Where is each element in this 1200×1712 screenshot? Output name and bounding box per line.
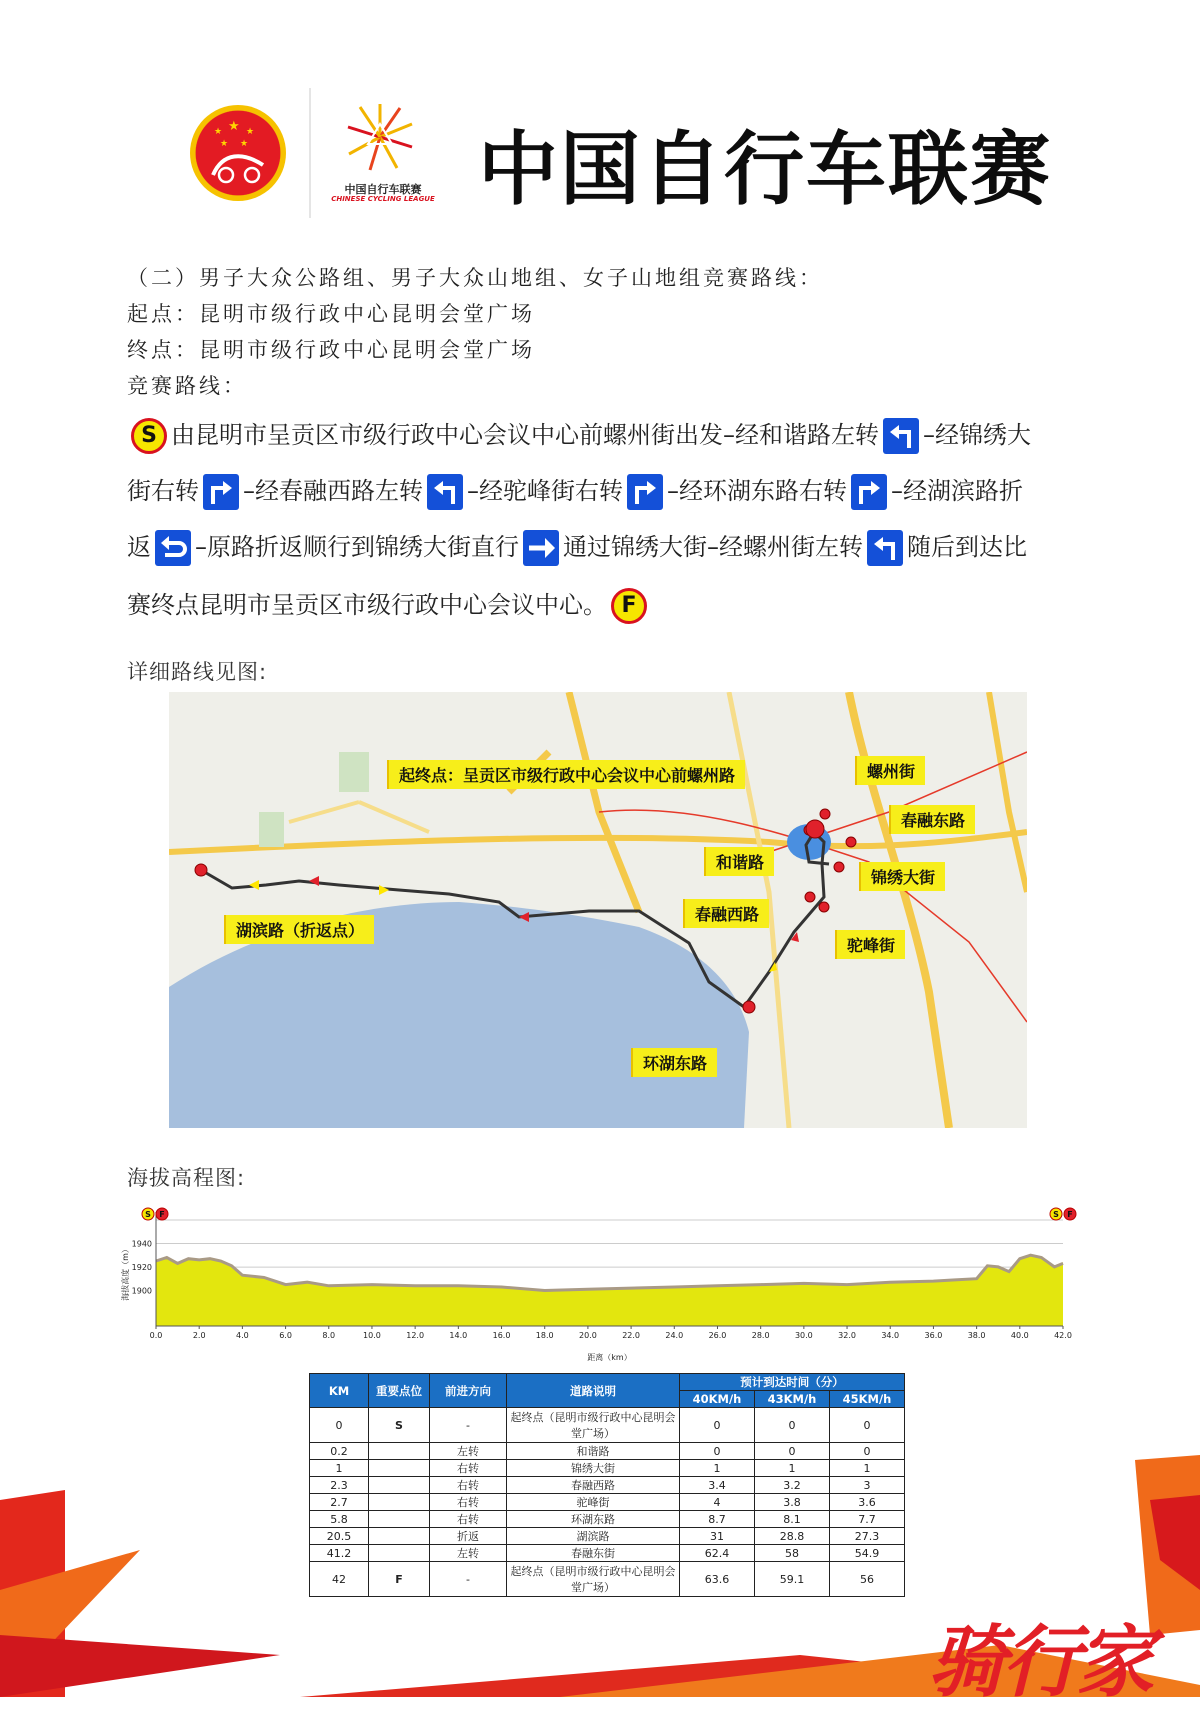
table-cell: 右转 bbox=[430, 1460, 507, 1477]
elevation-chart bbox=[118, 1200, 1086, 1370]
table-cell: 驼峰街 bbox=[507, 1494, 680, 1511]
table-cell: 0.2 bbox=[310, 1443, 369, 1460]
finish-badge-icon-text: F bbox=[159, 1210, 165, 1219]
table-cell bbox=[369, 1511, 430, 1528]
table-cell: 2.7 bbox=[310, 1494, 369, 1511]
table-cell: 左转 bbox=[430, 1545, 507, 1562]
ccl-logo-cn: 中国自行车联赛 bbox=[344, 183, 422, 196]
table-cell bbox=[369, 1494, 430, 1511]
table-cell: 0 bbox=[755, 1443, 830, 1460]
table-cell: 7.7 bbox=[830, 1511, 905, 1528]
table-cell: 右转 bbox=[430, 1511, 507, 1528]
map-label-jinxiu: 锦绣大街 bbox=[859, 862, 945, 891]
table-cell: 3 bbox=[830, 1477, 905, 1494]
start-badge-icon-text: S bbox=[145, 1210, 151, 1219]
col-speed-45: 45KM/h bbox=[830, 1391, 905, 1408]
table-cell: 58 bbox=[755, 1545, 830, 1562]
col-speed-40: 40KM/h bbox=[680, 1391, 755, 1408]
table-cell: 环湖东路 bbox=[507, 1511, 680, 1528]
map-label-tuofeng: 驼峰街 bbox=[835, 930, 905, 959]
table-cell: 0 bbox=[680, 1443, 755, 1460]
table-cell: 63.6 bbox=[680, 1562, 755, 1597]
finish-point: 终点：昆明市级行政中心昆明会堂广场 bbox=[127, 338, 535, 362]
table-cell: S bbox=[369, 1408, 430, 1443]
route-line-2: 街右转 –经春融西路左转 –经驼峰街右转 –经环湖东路右转 –经湖滨路折 bbox=[127, 471, 1023, 510]
x-tick-label: 4.0 bbox=[236, 1331, 249, 1340]
route-heading: （二）男子大众公路组、男子大众山地组、女子山地组竞赛路线： bbox=[127, 266, 823, 290]
x-tick-label: 34.0 bbox=[881, 1331, 900, 1340]
map-label-huanhu: 环湖东路 bbox=[631, 1048, 717, 1077]
x-tick-label: 0.0 bbox=[149, 1331, 163, 1340]
table-row bbox=[310, 1477, 905, 1494]
col-key-point: 重要点位 bbox=[369, 1374, 430, 1408]
table-cell: 3.2 bbox=[755, 1477, 830, 1494]
table-cell: 左转 bbox=[430, 1443, 507, 1460]
table-cell: 1 bbox=[830, 1460, 905, 1477]
finish-badge-icon: F bbox=[611, 588, 647, 624]
x-tick-label: 32.0 bbox=[838, 1331, 856, 1340]
table-cell bbox=[369, 1545, 430, 1562]
turn-right-icon bbox=[203, 474, 239, 510]
table-cell: 8.1 bbox=[755, 1511, 830, 1528]
x-tick-label: 38.0 bbox=[967, 1331, 986, 1340]
x-tick-label: 18.0 bbox=[535, 1331, 554, 1340]
table-cell: 1 bbox=[680, 1460, 755, 1477]
x-tick-label: 30.0 bbox=[794, 1331, 813, 1340]
table-cell: 春融西路 bbox=[507, 1477, 680, 1494]
table-cell: 20.5 bbox=[310, 1528, 369, 1545]
u-turn-icon bbox=[155, 530, 191, 566]
table-row bbox=[310, 1460, 905, 1477]
table-cell: 2.3 bbox=[310, 1477, 369, 1494]
page-title: 中国自行车联赛 bbox=[478, 123, 1052, 216]
table-cell: 3.6 bbox=[830, 1494, 905, 1511]
table-cell: 62.4 bbox=[680, 1545, 755, 1562]
map-label-chunrong-west: 春融西路 bbox=[683, 899, 769, 928]
turn-right-icon bbox=[851, 474, 887, 510]
table-cell: 42 bbox=[310, 1562, 369, 1597]
route-map bbox=[169, 692, 1027, 1128]
table-cell bbox=[369, 1528, 430, 1545]
x-tick-label: 20.0 bbox=[578, 1331, 597, 1340]
table-cell bbox=[369, 1477, 430, 1494]
x-tick-label: 36.0 bbox=[924, 1331, 943, 1340]
turn-left-icon bbox=[427, 474, 463, 510]
turn-right-icon bbox=[627, 474, 663, 510]
table-cell: 5.8 bbox=[310, 1511, 369, 1528]
map-label-start-finish: 起终点：呈贡区市级行政中心会议中心前螺州路 bbox=[387, 760, 745, 789]
x-tick-label: 10.0 bbox=[363, 1331, 381, 1340]
x-tick-label: 24.0 bbox=[665, 1331, 684, 1340]
table-row bbox=[310, 1511, 905, 1528]
y-tick-label: 1920 bbox=[131, 1263, 152, 1273]
route-line-3: 返 –原路折返顺行到锦绣大街直行 通过锦绣大街–经螺州街左转 随后到达比 bbox=[127, 527, 1027, 566]
y-tick-label: 1900 bbox=[131, 1286, 152, 1296]
x-tick-label: 28.0 bbox=[751, 1331, 770, 1340]
table-cell: 和谐路 bbox=[507, 1443, 680, 1460]
table-cell: F bbox=[369, 1562, 430, 1597]
route-line-4: 赛终点昆明市呈贡区市级行政中心会议中心。 F bbox=[127, 585, 651, 624]
map-label-hubin: 湖滨路（折返点） bbox=[224, 915, 374, 944]
table-cell: 54.9 bbox=[830, 1545, 905, 1562]
map-label-chunrong-east: 春融东路 bbox=[889, 805, 975, 834]
col-km: KM bbox=[310, 1374, 369, 1408]
table-row bbox=[310, 1562, 905, 1597]
table-cell: 4 bbox=[680, 1494, 755, 1511]
table-cell: 1 bbox=[310, 1460, 369, 1477]
table-cell: 41.2 bbox=[310, 1545, 369, 1562]
table-cell: 3.4 bbox=[680, 1477, 755, 1494]
table-cell: 春融东街 bbox=[507, 1545, 680, 1562]
table-row bbox=[310, 1443, 905, 1460]
y-axis-label: 海拔高度（m） bbox=[121, 1245, 130, 1301]
route-label: 竞赛路线： bbox=[127, 374, 247, 398]
start-point: 起点：昆明市级行政中心昆明会堂广场 bbox=[127, 302, 535, 326]
go-straight-icon bbox=[523, 530, 559, 566]
cca-logo: ★ ★ ★ ★ ★ bbox=[190, 105, 286, 201]
start-badge-icon: S bbox=[131, 418, 167, 454]
y-tick-label: 1940 bbox=[131, 1239, 152, 1249]
table-cell: 0 bbox=[830, 1443, 905, 1460]
table-row bbox=[310, 1494, 905, 1511]
x-tick-label: 14.0 bbox=[449, 1331, 468, 1340]
x-tick-label: 12.0 bbox=[406, 1331, 425, 1340]
table-cell: 0 bbox=[755, 1408, 830, 1443]
table-cell bbox=[369, 1443, 430, 1460]
brand-logo: 骑行家 bbox=[928, 1618, 1151, 1708]
table-cell: 3.8 bbox=[755, 1494, 830, 1511]
table-cell: 0 bbox=[310, 1408, 369, 1443]
x-tick-label: 42.0 bbox=[1054, 1331, 1072, 1340]
route-line-1: S 由昆明市呈贡区市级行政中心会议中心前螺州街出发–经和谐路左转 –经锦绣大 bbox=[127, 415, 1031, 454]
x-tick-label: 6.0 bbox=[279, 1331, 292, 1340]
map-section-title: 详细路线见图: bbox=[127, 660, 268, 684]
x-tick-label: 16.0 bbox=[492, 1331, 511, 1340]
x-tick-label: 22.0 bbox=[622, 1331, 641, 1340]
col-eta: 预计到达时间（分） bbox=[680, 1374, 905, 1391]
table-cell: 28.8 bbox=[755, 1528, 830, 1545]
table-cell: 31 bbox=[680, 1528, 755, 1545]
table-cell: 起终点（昆明市级行政中心昆明会堂广场） bbox=[507, 1408, 680, 1443]
start-badge-icon-text: S bbox=[1053, 1210, 1059, 1219]
col-direction: 前进方向 bbox=[430, 1374, 507, 1408]
table-row bbox=[310, 1545, 905, 1562]
table-cell: 锦绣大街 bbox=[507, 1460, 680, 1477]
table-cell: 0 bbox=[680, 1408, 755, 1443]
ccl-sunburst-logo bbox=[345, 102, 415, 172]
table-cell: 起终点（昆明市级行政中心昆明会堂广场） bbox=[507, 1562, 680, 1597]
table-cell: 0 bbox=[830, 1408, 905, 1443]
table-cell: 右转 bbox=[430, 1494, 507, 1511]
table-cell: 1 bbox=[755, 1460, 830, 1477]
logo-divider bbox=[309, 88, 311, 218]
table-cell bbox=[369, 1460, 430, 1477]
turn-left-icon bbox=[867, 530, 903, 566]
x-tick-label: 2.0 bbox=[192, 1331, 206, 1340]
table-cell: 56 bbox=[830, 1562, 905, 1597]
table-cell: 折返 bbox=[430, 1528, 507, 1545]
table-cell: - bbox=[430, 1562, 507, 1597]
map-label-luozhou: 螺州街 bbox=[855, 756, 925, 785]
table-cell: 27.3 bbox=[830, 1528, 905, 1545]
table-cell: 右转 bbox=[430, 1477, 507, 1494]
table-row bbox=[310, 1408, 905, 1443]
x-tick-label: 8.0 bbox=[322, 1331, 336, 1340]
finish-badge-icon-text: F bbox=[1067, 1210, 1073, 1219]
col-speed-43: 43KM/h bbox=[755, 1391, 830, 1408]
col-road: 道路说明 bbox=[507, 1374, 680, 1408]
route-table bbox=[309, 1373, 905, 1597]
table-cell: 湖滨路 bbox=[507, 1528, 680, 1545]
table-cell: 8.7 bbox=[680, 1511, 755, 1528]
table-cell: - bbox=[430, 1408, 507, 1443]
turn-left-icon bbox=[883, 418, 919, 454]
x-tick-label: 40.0 bbox=[1010, 1331, 1029, 1340]
x-axis-label: 距离（km） bbox=[587, 1353, 632, 1362]
cyclist-icon bbox=[208, 147, 268, 185]
ccl-logo-en: CHINESE CYCLING LEAGUE bbox=[331, 195, 435, 203]
table-row bbox=[310, 1528, 905, 1545]
table-cell: 59.1 bbox=[755, 1562, 830, 1597]
x-tick-label: 26.0 bbox=[708, 1331, 727, 1340]
map-label-hexie: 和谐路 bbox=[704, 847, 774, 876]
elevation-section-title: 海拔高程图: bbox=[127, 1166, 246, 1190]
